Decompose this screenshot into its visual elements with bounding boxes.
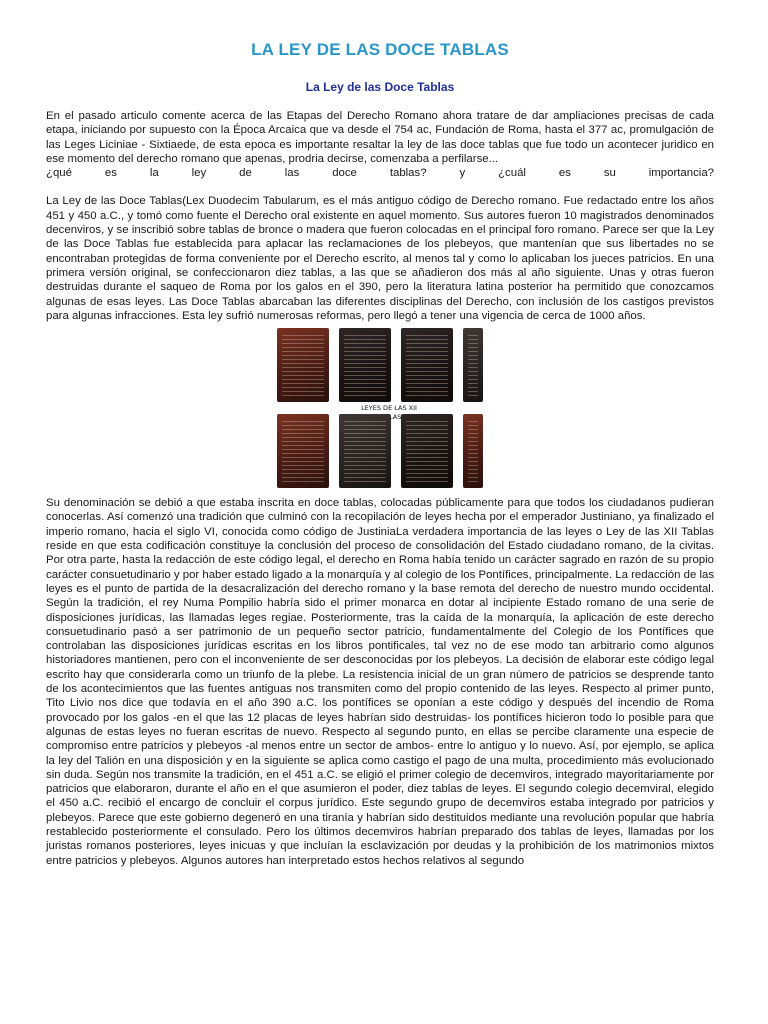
tablet-image <box>401 414 453 488</box>
tablet-image <box>339 414 391 488</box>
paragraph-definition: La Ley de las Doce Tablas(Lex Duodecim Tabularum, es el más antiguo código de Derecho romano. Fue redactado entre los años 451 y 450 a.C., y tomó como fuente el Derecho oral existente en aquel momento. Sus autores fueron 10 magistrados denominados decenviros, y se inscribió sobre tablas de bronce o madera que fueron colocadas en el principal foro romano. Parece ser que la Ley de las Doce Tablas fue establecida para aplacar las reclamaciones de los plebeyos, que mantenían que sus libertades no se encontraban protegidas de forma conveniente por el Derecho escrito, al menos tal y como lo aplicaban los jueces patricios. En una primera versión original, se confeccionaron diez tablas, a las que se añadieron dos más al año siguiente. Unas y otras fueron destruidas durante el saqueo de Roma por los galos en el 390, pero la literatura latina posterior ha permitido que conozcamos algunas de esas leyes. Las Doce Tablas abarcaban las diferentes disciplinas del Derecho, con inclusión de los castigos previstos para algunas infracciones. Esta ley sufrió numerosas reformas, pero llegó a tener una vigencia de cerca de 1000 años. <box>46 195 714 322</box>
tablet-image <box>277 328 329 402</box>
document-page <box>46 40 714 868</box>
tablet-image <box>463 328 483 402</box>
image-caption: LEYES DE LAS XII <box>349 404 429 413</box>
paragraph-history: Su denominación se debió a que estaba inscrita en doce tablas, colocadas públicamente para que todos los ciudadanos pudieran conocerlas. Así comenzó una tradición que culminó con la recopilación de leyes hecha por el emperador Justiniano, ya finalizado el imperio romano, hacia el siglo VI, conocida como código de JustiniaLa verdadera importancia de las leyes o Ley de las XII Tablas reside en que esta codificación constituye la conclusión del proceso de consolidación del Estado ciudadano romano, de la civitas. Por otra parte, hasta la redacción de este código legal, el derecho en Roma había tenido un carácter sagrado en razón de su propio carácter consuetudinario y por haber estado ligado a la monarquía y al colegio de los Pontífices, principalmente. La redacción de las leyes es el punto de partida de la desacralización del derecho romano y la base remota del derecho de nuestro mundo occidental. Según la tradición, el rey Numa Pompilio habría sido el primer monarca en dotar al incipiente Estado romano de una serie de disposiciones jurídicas, las llamadas leges regiae. Posteriormente, tras la caída de la monarquía, la aplicación de este derecho consuetudinario pasó a ser patrimonio de un pequeño sector patricio, fundamentalmente del Colegio de los Pontífices que controlaban las disposiciones jurídicas escritas en los libros pontificales, tal vez no de ese modo tan arbitrario como algunos historiadores mantienen, pero con el inconveniente de ser desconocidas por los plebeyos. La decisión de elaborar este código legal escrito hay que considerarla como un triunfo de la plebe. La resistencia inicial de un gran número de patricios se desprende tanto de los acontecimientos que las fuentes antiguas nos transmiten como del propio contenido de las leyes. Respecto al primer punto, Tito Livio nos dice que todavía en el año 390 a.C. los pontífices se oponían a este código y después del incendio de Roma provocado por los galos -en el que las 12 placas de leyes habrían sido destruidas- los pontífices hicieron todo lo posible para que algunas de estas leyes no fueran escritas de nuevo. Respecto al segundo punto, en ellas se percibe claramente una especie de compromiso entre patricios y plebeyos -al menos entre un sector de ambos- entre lo antiguo y lo nuevo. Así, por ejemplo, se aplica la ley del Talión en una disposición y en la siguiente se aplica como castigo el pago de una multa, procedimiento más evolucionado sin duda. Según nos transmite la tradición, en el 451 a.C. se eligió el primer colegio de decemviros, integrado mayoritariamente por patricios que elaboraron, durante el año en el que asumieron el poder, diez tablas de leyes. El segundo colegio decemviral, elegido el 450 a.C. recibió el encargo de concluir el corpus jurídico. Este segundo grupo de decemviros estaba integrado por patricios y plebeyos. Parece que este gobierno degeneró en una tiranía y habrían sido destituidos mediante una revolución popular que habría restablecido posteriormente el consulado. Pero los últimos decemviros habrían preparado dos tablas de leyes, llamadas por los juristas romanos posteriores, leyes inicuas y que incluían la esclavización por deudas y la prohibición de los matrimonios mixtos entre patricios y plebeyos. Algunos autores han interpretado estos hechos relativos al segundo <box>46 497 715 867</box>
paragraph-gap <box>46 180 714 194</box>
document-subtitle: La Ley de las Doce Tablas <box>305 80 455 94</box>
tablet-image <box>277 414 329 488</box>
tablet-image <box>463 414 483 488</box>
intro-paragraph: En el pasado articulo comente acerca de las Etapas del Derecho Romano ahora tratare de dar ampliaciones precisas de cada etapa, iniciando por supuesto con la Época Arcaica que va desde el 754 ac, Fundación de Roma, hasta el 377 ac, promulgación de las Leges Liciniae - Sixtiaede, de esta epoca es importante resaltar la ley de las doce tablas que fue todo un acontecer juridico en ese momento del derecho romano que apenas, prodria decirse, comenzaba a perfilarse... <box>46 110 714 165</box>
document-title: LA LEY DE LAS DOCE TABLAS <box>251 40 509 59</box>
tablet-image <box>401 328 453 402</box>
question-line: ¿qué es la ley de las doce tablas? y ¿cuál es su importancia? <box>46 167 714 180</box>
tablet-image <box>339 328 391 402</box>
twelve-tables-image <box>277 328 483 490</box>
